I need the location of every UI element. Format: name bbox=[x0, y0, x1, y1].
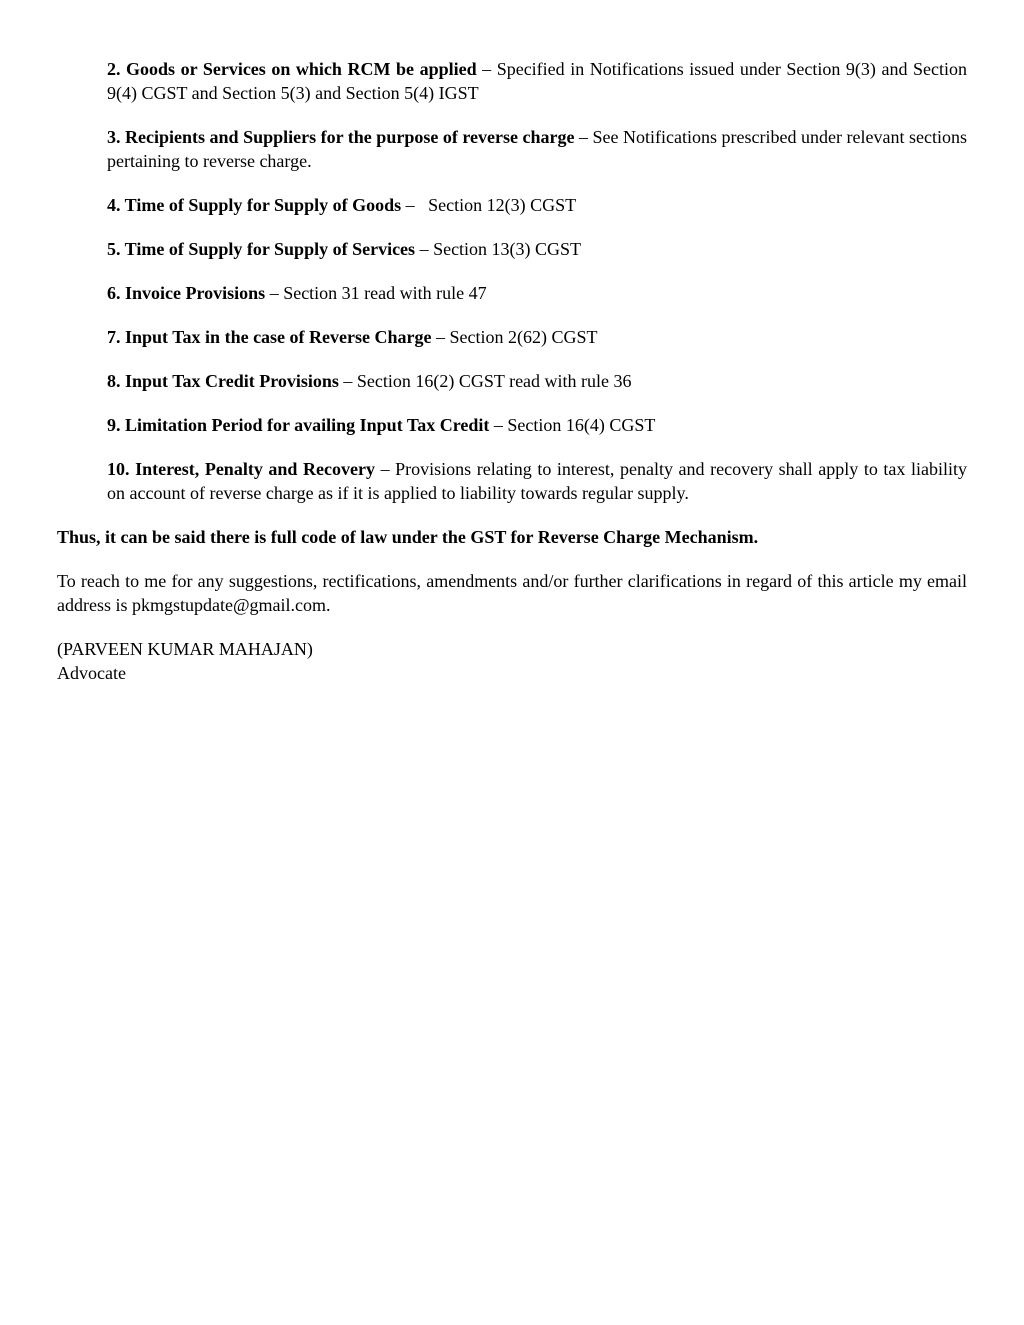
item-10-paragraph bbox=[107, 457, 967, 505]
item-4-heading: 4. Time of Supply for Supply of Goods bbox=[107, 195, 402, 215]
item-6-text: – Section 31 read with rule 47 bbox=[265, 283, 487, 303]
item-8-paragraph bbox=[107, 369, 967, 393]
item-7-heading: 7. Input Tax in the case of Reverse Charge bbox=[107, 327, 432, 347]
item-10-heading: 10. Interest, Penalty and Recovery bbox=[107, 459, 375, 479]
item-6-heading: 6. Invoice Provisions bbox=[107, 283, 266, 303]
item-3-paragraph bbox=[107, 125, 967, 173]
item-4-paragraph bbox=[107, 193, 967, 217]
item-5-text: – Section 13(3) CGST bbox=[415, 239, 582, 259]
contact-paragraph: To reach to me for any suggestions, rectifications, amendments and/or further clarifications in regard of this article my email address is pkmgstupdate@gmail.com. bbox=[57, 571, 967, 615]
item-9-heading: 9. Limitation Period for availing Input Tax Credit bbox=[107, 415, 490, 435]
item-2-text: – Specified in Notifications issued under Section 9(3) and Section 9(4) CGST and Section 5(3) and Section 5(4) IGST bbox=[107, 59, 967, 103]
item-3-heading: 3. Recipients and Suppliers for the purpose of reverse charge bbox=[107, 127, 575, 147]
author-title: Advocate bbox=[57, 663, 126, 683]
item-10-text: – Provisions relating to interest, penalty and recovery shall apply to tax liability on account of reverse charge as if it is applied to liability towards regular supply. bbox=[107, 459, 968, 503]
item-8-text: – Section 16(2) CGST read with rule 36 bbox=[338, 371, 632, 391]
item-2-heading: 2. Goods or Services on which RCM be applied bbox=[107, 59, 477, 79]
item-9-paragraph bbox=[107, 413, 967, 437]
item-9-text: – Section 16(4) CGST bbox=[489, 415, 656, 435]
author-name: (PARVEEN KUMAR MAHAJAN) bbox=[57, 639, 313, 659]
item-2-paragraph bbox=[107, 57, 967, 105]
item-3-text: – See Notifications prescribed under relevant sections pertaining to reverse charge. bbox=[107, 127, 967, 171]
signature-block bbox=[57, 637, 967, 685]
item-4-text: – Section 12(3) CGST bbox=[401, 195, 577, 215]
item-8-heading: 8. Input Tax Credit Provisions bbox=[107, 371, 339, 391]
item-7-paragraph bbox=[107, 325, 967, 349]
item-5-paragraph bbox=[107, 237, 967, 261]
item-5-heading: 5. Time of Supply for Supply of Services bbox=[107, 239, 416, 259]
item-6-paragraph bbox=[107, 281, 967, 305]
conclusion-text: Thus, it can be said there is full code of law under the GST for Reverse Charge Mechanism. bbox=[57, 527, 759, 547]
item-7-text: – Section 2(62) CGST bbox=[431, 327, 598, 347]
